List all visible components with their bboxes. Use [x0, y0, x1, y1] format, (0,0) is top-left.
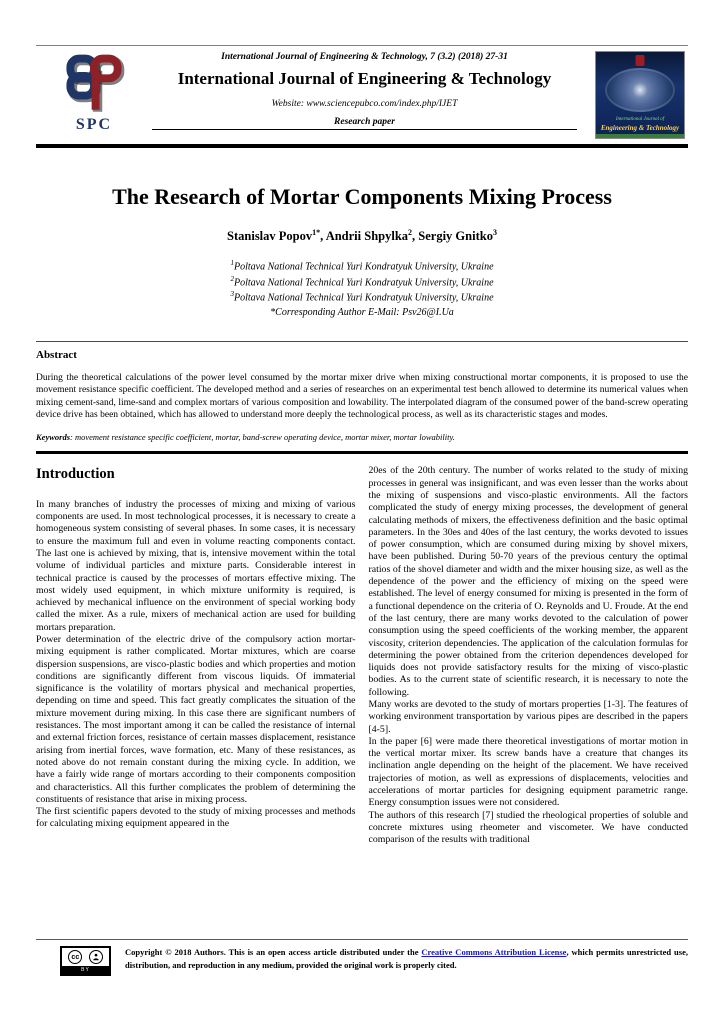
- author-superscript: 3: [492, 227, 497, 237]
- author: Sergiy Gnitko$^3$: [418, 227, 497, 243]
- cover-journal-name: Engineering & Technology: [600, 124, 680, 132]
- cc-by-label: BY: [62, 966, 109, 974]
- spc-logo-icon: [57, 51, 131, 115]
- affiliation-line: $^2$Poltava National Technical Yuri Kondratyuk University, Ukraine: [230, 274, 494, 288]
- cover-emblem-icon: [636, 55, 645, 66]
- keywords-line: [36, 432, 688, 442]
- copyright-text-after: , which permits unrestricted use, distribution, and reproduction in any medium, provided the original work is properly cited.: [125, 947, 688, 970]
- body-paragraph: 20es of the 20th century. The number of works related to the study of mixing processes in general was insignificant, and was even lesser than the works about the mixing of suspensions and visco-plastic environments. All the factors complicated the study of energy mixing processes, the development of general calculating methods of mixers, the effectiveness definition and the basic optimal parameters. In the 30es and 40es of the last century, the works devoted to issues of power consumption, which are consumed during mixing by shovel mixers, have been published. During 50-70 years of the previous century the optimal ratios of the shovel diameter and width and the mixer housing size, as well as the dependence of the power and the efficiency of mixing on the speed were established. The level of energy consumed for mixing is presented in the form of a functional dependence on the criteria of O. Reynolds and U. Froude. At the end of the last century, there are many works devoted to the calculation of power consumption using the speed coefficients of the working member, the apparent viscosity, criterion dependencies. The application of the calculation formulas for determining the power obtained from the criterion dependences developed for liquids does not provide satisfactory results for the mixing of visco-plastic bodies. As to the current state of scientific research, it is necessary to note the following.: [368, 465, 688, 698]
- journal-cover-thumbnail: [595, 51, 685, 139]
- corresponding-author-line: *Corresponding Author E-Mail: Psv26@I.Ua: [270, 306, 454, 318]
- copyright-text: [125, 946, 688, 976]
- cc-person-icon: [89, 950, 103, 964]
- journal-title: International Journal of Engineering & Technology: [177, 69, 552, 88]
- creative-commons-link[interactable]: Creative Commons Attribution License: [421, 947, 567, 957]
- affiliations-block: [36, 259, 688, 320]
- body-paragraph: Power determination of the electric drive of the compulsory action mortar-mixing equipment is rather complicated. Mortar mixtures, which are coarse dispersion suspensions, are visco-plastic bodies and which properties and motion conditions are significantly different from viscous liquids. Of immaterial significance is the volatility of mortars physical and mechanical properties, depending on time and speed. This fact greatly complicates the situation of the mixture movement during mixing. In this case there are significant numbers of resistances. The most important among it can be called the resistance of internal and external friction forces, resistance of certain masses displacement, resistance arising from inertial forces, wave formation, etc. Many of these resistances, as noted above do not remain constant during the mixing cycle. In addition, we have a fairly wide range of mortars according to their components composition and characteristics. All this further complicates the problem of determining the constituents of resistance that arise in mixing process.: [36, 634, 356, 805]
- cc-by-badge-icon: [60, 946, 111, 976]
- journal-cover-box: [577, 46, 688, 144]
- abstract-text: During the theoretical calculations of the power level consumed by the mortar mixer drive when mixing constructional mortar components, it is proposed to use the movement resistance specific coefficient. The developed method and a series of researches on an experimental test bench allowed to determine its numerical values when mixing cement-sand, lime-sand and complex mortars of various composition and lowability. The interpolated diagram of the consumed power of the band-screw operating device drive has been obtained, which has allowed to understand more deeply the technological process, as well as its characteristic stages and modes.: [36, 372, 688, 420]
- cc-icon: cc: [68, 950, 82, 964]
- abstract-section: [36, 341, 688, 455]
- publisher-logo: [36, 46, 152, 144]
- paper-type-label: Research paper: [152, 117, 577, 130]
- keywords-label: Keywords: [36, 432, 70, 443]
- body-paragraph: The authors of this research [7] studied the rheological properties of soluble and concrete mixtures using rheometer and viscometer. We have conducted comparison of the results with traditional: [368, 809, 688, 846]
- author-superscript: 2: [408, 227, 413, 237]
- cover-journal-name-small: International Journal of: [615, 117, 665, 122]
- keywords-text: : movement resistance specific coefficient, mortar, band-screw operating device, mortar mixer, mortar lowability.: [70, 432, 455, 443]
- body-paragraph: The first scientific papers devoted to the study of mixing processes and methods for calculating mixing equipment appeared in the: [36, 806, 356, 830]
- copyright-footer: [36, 939, 688, 976]
- body-paragraph: Many works are devoted to the study of mortars properties [1-3]. The features of working environment transportation by various pipes are described in the papers [4-5].: [368, 698, 688, 735]
- introduction-heading: Introduction: [36, 466, 115, 483]
- author: Stanislav Popov$^{1*}$,: [227, 227, 326, 243]
- author-superscript: 1*: [312, 227, 321, 237]
- cover-machinery-image: [605, 68, 675, 112]
- body-paragraph: In the paper [6] were made there theoretical investigations of mortar motion in the vertical mortar mixer. Its screw bands have a creature that changes its inclination angle depending on the height of the placement. We have received trajectories of motion, as well as expressions of displacements, velocities and accelerations of mortar particles for designing equipment parametric range. Energy consumption issues were not considered.: [368, 735, 688, 809]
- affiliation-line: $^1$Poltava National Technical Yuri Kondratyuk University, Ukraine: [230, 258, 494, 273]
- journal-header-center: [152, 46, 577, 144]
- copyright-text-before: Copyright © 2018 Authors. This is an open access article distributed under the: [125, 947, 422, 957]
- cc-badge-icons: [62, 948, 109, 966]
- right-column: [369, 465, 689, 913]
- journal-header: [36, 45, 688, 148]
- publisher-logo-text: SPC: [75, 116, 113, 133]
- left-column: [36, 465, 356, 913]
- affiliation-line: $^3$Poltava National Technical Yuri Kondratyuk University, Ukraine: [230, 290, 494, 304]
- cover-bottom-strip: [596, 134, 684, 138]
- body-paragraph: In many branches of industry the processes of mixing and mixing of various components are used. In most technological processes, it is necessary to create a homogeneous system consisting of several phases. In some cases, it is necessary to ensure the maximum full and even in volume reacting components contact. The last one is achieved by mixing, that is, intensive movement within the total volume of individual particles and mixture parts. Considerable interest in technical practice is caused by the processes of mortars effective mixing. The most widely used equipment, in which mixture uniformity is required, is achieved by mechanical influence on the environment of special working body called the mixer. As a rule, mixers of mechanical action are used for building mortars preparation.: [36, 498, 356, 633]
- authors-line: [36, 228, 688, 244]
- abstract-heading: Abstract: [36, 348, 77, 361]
- journal-website: Website: www.sciencepubco.com/index.php/IJET: [271, 99, 458, 109]
- journal-citation: International Journal of Engineering & Technology, 7 (3.2) (2018) 27-31: [221, 52, 508, 62]
- body-columns: [36, 465, 688, 913]
- author: Andrii Shpylka$^2$,: [325, 227, 419, 243]
- article-title: The Research of Mortar Components Mixing Process: [112, 184, 612, 209]
